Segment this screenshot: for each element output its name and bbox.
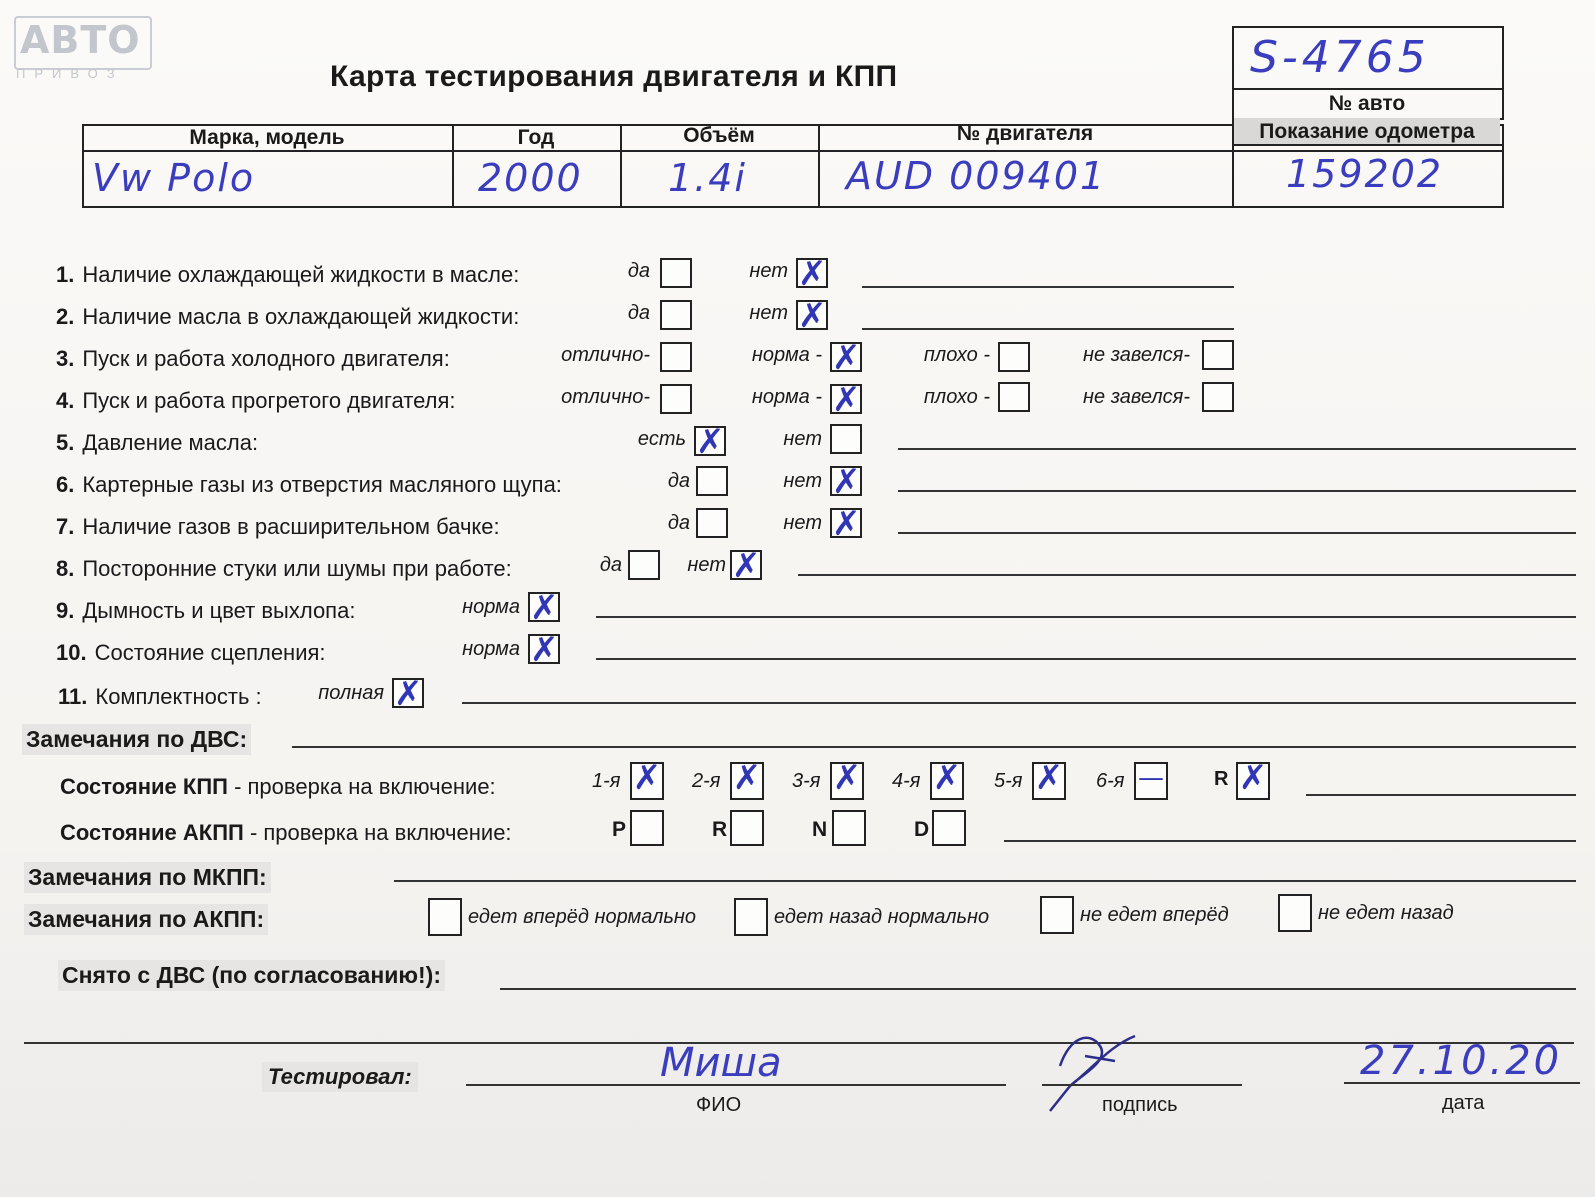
x-mark: ✗	[798, 296, 827, 336]
x-mark: ✗	[696, 422, 725, 462]
q4-bad-label: плохо -	[923, 386, 990, 408]
akpp-p-checkbox[interactable]	[630, 810, 664, 846]
question-6: 6. Картерные газы из отверстия масляного щупа:	[56, 472, 562, 497]
gear-5-label: 5-я	[994, 770, 1023, 792]
q3-bad-checkbox[interactable]	[998, 342, 1030, 372]
akpp-r-checkbox[interactable]	[730, 810, 764, 846]
q11-full-label: полная	[318, 682, 384, 704]
odometer-header: Показание одометра	[1259, 120, 1475, 143]
odometer-value: 159202	[1286, 152, 1444, 196]
kpp-check-label: Состояние КПП - проверка на включение:	[60, 774, 496, 799]
gear-r-checkbox[interactable]	[1236, 758, 1270, 800]
x-mark: ✗	[732, 546, 761, 586]
question-2: 2. Наличие масла в охлаждающей жидкости:	[56, 304, 520, 329]
volume-value: 1.4i	[668, 156, 747, 200]
q8-no-checkbox[interactable]	[730, 546, 762, 586]
logo-sub-text: ПРИВОЗ	[16, 66, 124, 81]
x-mark: ✗	[632, 758, 662, 798]
tested-by-label: Тестировал:	[262, 1062, 418, 1092]
question-3: 3. Пуск и работа холодного двигателя:	[56, 346, 450, 371]
date-caption: дата	[1442, 1092, 1485, 1114]
x-mark: ✗	[832, 504, 861, 544]
q7-yes-checkbox[interactable]	[696, 508, 728, 538]
akpp-n-checkbox[interactable]	[832, 810, 866, 846]
akpp-d-label: D	[914, 818, 930, 841]
x-mark: ✗	[832, 462, 861, 502]
logo-main-text: АВТО	[20, 18, 141, 62]
year-value: 2000	[478, 156, 583, 200]
akpp-no-backward-label: не едет назад	[1318, 902, 1454, 924]
q4-excellent-label: отлично-	[561, 386, 650, 408]
q2-no-checkbox[interactable]	[796, 296, 828, 336]
q3-not-started-checkbox[interactable]	[1202, 340, 1234, 370]
question-8: 8. Посторонние стуки или шумы при работе:	[56, 556, 512, 581]
q5-yes-checkbox[interactable]	[694, 422, 726, 462]
dvs-remarks-label: Замечания по ДВС:	[22, 724, 251, 755]
q2-yes-checkbox[interactable]	[660, 300, 692, 330]
q4-excellent-checkbox[interactable]	[660, 384, 692, 414]
gear-3-label: 3-я	[792, 770, 821, 792]
tester-name-value: Миша	[660, 1040, 782, 1086]
x-mark: ✗	[1238, 758, 1268, 798]
q3-normal-checkbox[interactable]	[830, 338, 862, 378]
x-mark: ✗	[530, 630, 559, 670]
x-mark: ✗	[530, 588, 559, 628]
q7-no-label: нет	[783, 512, 822, 534]
akpp-no-forward-label: не едет вперёд	[1080, 904, 1229, 926]
gear-1-label: 1-я	[592, 770, 621, 792]
name-caption: ФИО	[696, 1094, 742, 1116]
akpp-no-forward-checkbox[interactable]	[1040, 896, 1074, 934]
akpp-n-label: N	[812, 818, 828, 841]
gear-1-checkbox[interactable]	[630, 758, 664, 800]
gear-2-label: 2-я	[692, 770, 721, 792]
x-mark: ✗	[832, 338, 861, 378]
x-mark: ✗	[932, 758, 962, 798]
engine-number-value: AUD 009401	[846, 154, 1107, 198]
year-header: Год	[517, 126, 555, 149]
brand-header: Марка, модель	[189, 126, 345, 149]
akpp-p-label: P	[612, 818, 627, 841]
q7-yes-label: да	[667, 512, 690, 534]
q5-no-label: нет	[783, 428, 822, 450]
q6-no-checkbox[interactable]	[830, 462, 862, 502]
q3-excellent-label: отлично-	[561, 344, 650, 366]
q3-excellent-checkbox[interactable]	[660, 342, 692, 372]
removed-parts-label: Снято с ДВС (по согласованию!):	[58, 960, 445, 991]
q1-yes-label: да	[627, 260, 650, 282]
q6-yes-label: да	[667, 470, 690, 492]
q3-normal-label: норма -	[751, 344, 822, 366]
x-mark: ✗	[1034, 758, 1064, 798]
gear-3-checkbox[interactable]	[830, 758, 864, 800]
document-title: Карта тестирования двигателя и КПП	[330, 60, 898, 93]
q11-full-checkbox[interactable]	[392, 674, 424, 714]
q9-normal-checkbox[interactable]	[528, 588, 560, 628]
auto-number-label: № авто	[1328, 92, 1406, 115]
brand-value: Vw Polo	[92, 156, 256, 200]
q5-yes-label: есть	[637, 428, 686, 450]
akpp-check-label: Состояние АКПП - проверка на включение:	[60, 820, 512, 845]
question-10: 10. Состояние сцепления:	[56, 640, 326, 665]
date-value: 27.10.20	[1360, 1038, 1563, 1084]
q8-yes-label: да	[599, 554, 622, 576]
signature-caption: подпись	[1102, 1094, 1178, 1116]
question-7: 7. Наличие газов в расширительном бачке:	[56, 514, 500, 539]
question-9: 9. Дымность и цвет выхлопа:	[56, 598, 356, 623]
q4-bad-checkbox[interactable]	[998, 382, 1030, 412]
akpp-backward-ok-label: едет назад нормально	[774, 906, 990, 928]
gear-r-label: R	[1214, 768, 1229, 790]
q10-normal-checkbox[interactable]	[528, 630, 560, 670]
gear-6-checkbox[interactable]	[1134, 762, 1168, 800]
gear-4-label: 4-я	[892, 770, 921, 792]
akpp-remarks-label: Замечания по АКПП:	[24, 904, 268, 935]
avtoprivoz-logo	[14, 16, 152, 70]
x-mark: ✗	[732, 758, 762, 798]
q4-normal-checkbox[interactable]	[830, 380, 862, 420]
akpp-r-label: R	[712, 818, 728, 841]
q8-yes-checkbox[interactable]	[628, 550, 660, 580]
q10-normal-label: норма	[462, 638, 520, 660]
q5-no-checkbox[interactable]	[830, 424, 862, 454]
question-11: 11. Комплектность :	[58, 684, 262, 709]
mkpp-remarks-label: Замечания по МКПП:	[24, 862, 271, 893]
x-mark: ✗	[832, 758, 862, 798]
q2-no-label: нет	[749, 302, 788, 324]
akpp-backward-ok-checkbox[interactable]	[734, 898, 768, 936]
dash-mark: —	[1138, 763, 1164, 793]
akpp-forward-ok-label: едет вперёд нормально	[468, 906, 697, 928]
q1-no-label: нет	[749, 260, 788, 282]
q8-no-label: нет	[687, 554, 726, 576]
gear-4-checkbox[interactable]	[930, 758, 964, 800]
q3-not-started-label: не завелся-	[1083, 344, 1190, 366]
q4-normal-label: норма -	[751, 386, 822, 408]
x-mark: ✗	[394, 674, 423, 714]
gear-5-checkbox[interactable]	[1032, 758, 1066, 800]
gear-6-label: 6-я	[1096, 770, 1125, 792]
q6-no-label: нет	[783, 470, 822, 492]
question-5: 5. Давление масла:	[56, 430, 259, 455]
q7-no-checkbox[interactable]	[830, 504, 862, 544]
q9-normal-label: норма	[462, 596, 520, 618]
q4-not-started-checkbox[interactable]	[1202, 382, 1234, 412]
q1-yes-checkbox[interactable]	[660, 258, 692, 288]
volume-header: Объём	[683, 124, 755, 147]
engine-header: № двигателя	[956, 122, 1094, 145]
q6-yes-checkbox[interactable]	[696, 466, 728, 496]
q3-bad-label: плохо -	[923, 344, 990, 366]
x-mark: ✗	[832, 380, 861, 420]
q4-not-started-label: не завелся-	[1083, 386, 1190, 408]
auto-number-value: S-4765	[1250, 32, 1430, 83]
q2-yes-label: да	[627, 302, 650, 324]
question-4: 4. Пуск и работа прогретого двигателя:	[56, 388, 456, 413]
akpp-no-backward-checkbox[interactable]	[1278, 894, 1312, 932]
q1-no-checkbox[interactable]	[796, 254, 828, 294]
akpp-d-checkbox[interactable]	[932, 810, 966, 846]
akpp-forward-ok-checkbox[interactable]	[428, 898, 462, 936]
gear-2-checkbox[interactable]	[730, 758, 764, 800]
x-mark: ✗	[798, 254, 827, 294]
question-1: 1. Наличие охлаждающей жидкости в масле:	[56, 262, 520, 287]
